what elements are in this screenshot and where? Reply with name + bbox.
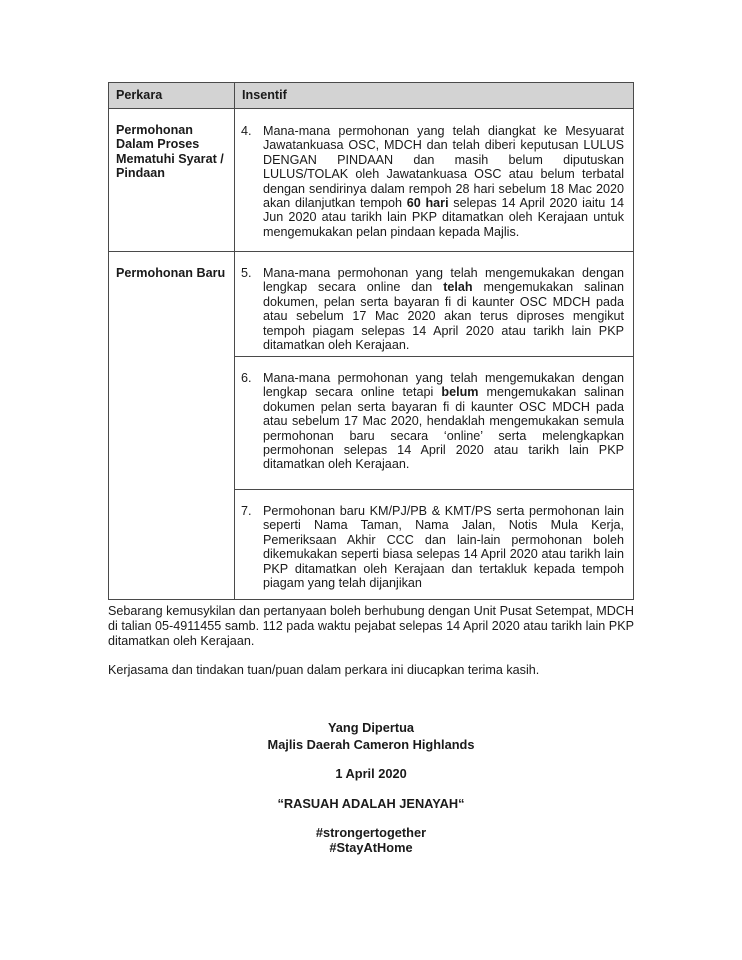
table-row [109, 109, 634, 252]
item-text-part: Mana-mana permohonan yang telah diangkat ke Mesyuarat Jawatankuasa OSC, MDCH dan telah diberi keputusan LULUS DENGAN PINDAAN dan masih belum diputuskan LULUS/TOLAK oleh Jawatankuasa OSC atau belum terbatal dengan sendirinya dalam rempoh 28 hari sebelum 18 Mac 2020 akan dilanjutkan tempoh [263, 124, 624, 211]
contact-paragraph: Sebarang kemusykilan dan pertanyaan boleh berhubung dengan Unit Pusat Setempat, MDCH di talian 05-4911455 samb. 112 pada waktu pejabat selepas 14 April 2020 atau tarikh lain PKP ditamatkan oleh Kerajaan. [108, 604, 634, 648]
list-item [236, 124, 632, 239]
header-insentif: Insentif [235, 83, 634, 109]
list-item [236, 371, 632, 472]
table-header-row [109, 83, 634, 109]
perkara-label: Permohonan Baru [116, 266, 226, 280]
thanks-paragraph: Kerjasama dan tindakan tuan/puan dalam perkara ini diucapkan terima kasih. [108, 663, 540, 677]
list-item [236, 266, 632, 352]
insentif-cell-item-7 [235, 490, 634, 600]
item-text-part: mengemukakan salinan dokumen pelan serta bayaran fi di kaunter OSC MDCH pada atau sebelum 17 Mac 2020, hendaklah mengemukakan semula permohonan baru secara ‘online’ serta melengkapkan permohonan selepas 14 April 2020 atau tarikh lain PKP ditamatkan oleh Kerajaan. [263, 385, 624, 472]
item-number: 6. [241, 371, 252, 385]
item-text-part: Mana-mana permohonan yang telah mengemukakan dengan lengkap secara online dan [263, 266, 624, 295]
item-number: 4. [241, 124, 252, 138]
item-text [263, 124, 624, 239]
item-text [263, 266, 624, 352]
slogan: “RASUAH ADALAH JENAYAH“ [277, 796, 465, 811]
item-text-bold: belum [441, 385, 479, 400]
table-row [109, 252, 634, 357]
item-number: 7. [241, 504, 252, 518]
item-text-part: selepas 14 April 2020 iaitu 14 Jun 2020 atau tarikh lain PKP ditamatkan oleh Kerajaan untuk mengemukakan pelan pindaan kepada Majlis. [263, 196, 625, 239]
item-number: 5. [241, 266, 252, 280]
item-text-bold: telah [443, 280, 473, 295]
signature-title: Yang Dipertua [327, 720, 415, 735]
perkara-cell-dalam-proses [109, 109, 235, 252]
hashtag-strongertogether: #strongertogether [315, 825, 427, 840]
list-item [236, 504, 632, 590]
incentive-table [108, 82, 634, 600]
perkara-label: Permohonan Dalam Proses Mematuhi Syarat / Pindaan [116, 123, 224, 181]
signature-organisation: Majlis Daerah Cameron Highlands [267, 737, 475, 752]
insentif-cell-item-4 [235, 109, 634, 252]
insentif-cell-item-6 [235, 357, 634, 490]
perkara-cell-baru [109, 252, 235, 600]
item-text-part: Mana-mana permohonan yang telah mengemukakan dengan lengkap secara online tetapi [263, 371, 624, 400]
item-text-bold: 60 hari [406, 196, 449, 211]
hashtag-stayathome: #StayAtHome [329, 840, 413, 855]
signature-date: 1 April 2020 [335, 766, 407, 781]
item-text [263, 371, 624, 472]
insentif-cell-item-5 [235, 252, 634, 357]
item-text: Permohonan baru KM/PJ/PB & KMT/PS serta permohonan lain seperti Nama Taman, Nama Jalan, Notis Mula Kerja, Pemeriksaan Akhir CCC dan lain-lain permohonan boleh dikemukakan seperti biasa selepas 14 April 2020 atau tarikh lain PKP ditamatkan oleh Kerajaan dan tertakluk kepada tempoh piagam yang telah dijanjikan [263, 504, 624, 591]
header-perkara: Perkara [109, 83, 235, 109]
item-text-part: mengemukakan salinan dokumen, pelan serta bayaran fi di kaunter OSC MDCH pada atau sebelum 17 Mac 2020 akan terus diproses mengikut tempoh piagam selepas 14 April 2020 atau tarikh lain PKP ditamatkan oleh Kerajaan. [263, 280, 624, 353]
